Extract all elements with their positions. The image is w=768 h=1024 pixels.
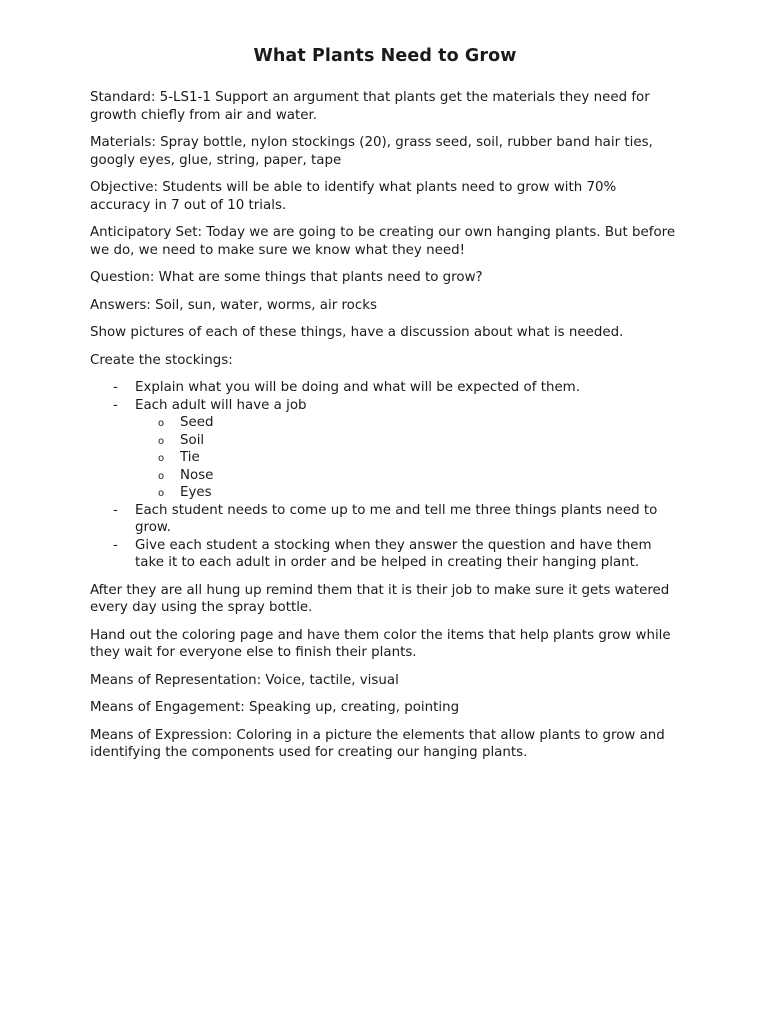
list-item	[90, 502, 680, 537]
sublist-item	[135, 484, 680, 502]
materials-paragraph: Materials: Spray bottle, nylon stockings (20), grass seed, soil, rubber band hair ties, googly eyes, glue, string, paper, tape	[90, 135, 653, 168]
dash-bullet: -	[113, 502, 118, 518]
sublist-item-text: Eyes	[180, 485, 212, 500]
standard-paragraph: Standard: 5-LS1-1 Support an argument that plants get the materials they need for growth chiefly from air and water.	[90, 90, 650, 123]
means-of-representation: Means of Representation: Voice, tactile, visual	[90, 672, 399, 688]
list-item-text: Each adult will have a job	[135, 397, 307, 413]
dash-bullet: -	[113, 397, 118, 413]
sublist-item-text: Nose	[180, 467, 214, 483]
list-item-text: Each student needs to come up to me and tell me three things plants need to grow.	[135, 502, 658, 535]
pictures-discussion-paragraph: Show pictures of each of these things, have a discussion about what is needed.	[90, 325, 624, 340]
sublist-item-text: Seed	[180, 415, 214, 430]
question-paragraph: Question: What are some things that plants need to grow?	[90, 270, 483, 285]
steps-list	[90, 379, 680, 572]
dash-bullet: -	[113, 380, 118, 395]
answers-paragraph: Answers: Soil, sun, water, worms, air rocks	[90, 297, 377, 313]
sublist-item	[135, 432, 680, 450]
list-item	[90, 537, 680, 572]
objective-paragraph: Objective: Students will be able to identify what plants need to grow with 70% accuracy in 7 out of 10 trials.	[90, 180, 617, 213]
sublist-item	[135, 449, 680, 467]
circle-bullet: o	[158, 435, 165, 447]
means-of-expression: Means of Expression: Coloring in a picture the elements that allow plants to grow and identifying the components used for creating our hanging plants.	[90, 727, 665, 760]
means-of-engagement: Means of Engagement: Speaking up, creating, pointing	[90, 700, 460, 715]
list-item	[90, 379, 680, 397]
sublist-item-text: Tie	[180, 450, 200, 465]
document-page	[90, 44, 680, 772]
list-item-text: Explain what you will be doing and what will be expected of them.	[135, 380, 580, 395]
circle-bullet: o	[158, 488, 165, 499]
sublist-item	[135, 467, 680, 485]
list-item-text: Give each student a stocking when they answer the question and have them take it to each adult in order and be helped in creating their hanging plant.	[135, 537, 652, 570]
circle-bullet: o	[158, 453, 165, 464]
coloring-page-paragraph: Hand out the coloring page and have them color the items that help plants grow while they wait for everyone else to finish their plants.	[90, 627, 671, 660]
circle-bullet: o	[158, 470, 165, 482]
sublist-item-text: Soil	[180, 432, 205, 448]
document-title: What Plants Need to Grow	[253, 46, 517, 66]
list-item	[90, 397, 680, 502]
dash-bullet: -	[113, 537, 118, 553]
create-stockings-heading: Create the stockings:	[90, 352, 233, 368]
watering-paragraph: After they are all hung up remind them that it is their job to make sure it gets watered every day using the spray bottle.	[90, 582, 670, 615]
jobs-sublist	[135, 414, 680, 502]
sublist-item	[135, 414, 680, 432]
anticipatory-set-paragraph: Anticipatory Set: Today we are going to be creating our own hanging plants. But before we do, we need to make sure we know what they need!	[90, 225, 676, 258]
circle-bullet: o	[158, 418, 165, 429]
